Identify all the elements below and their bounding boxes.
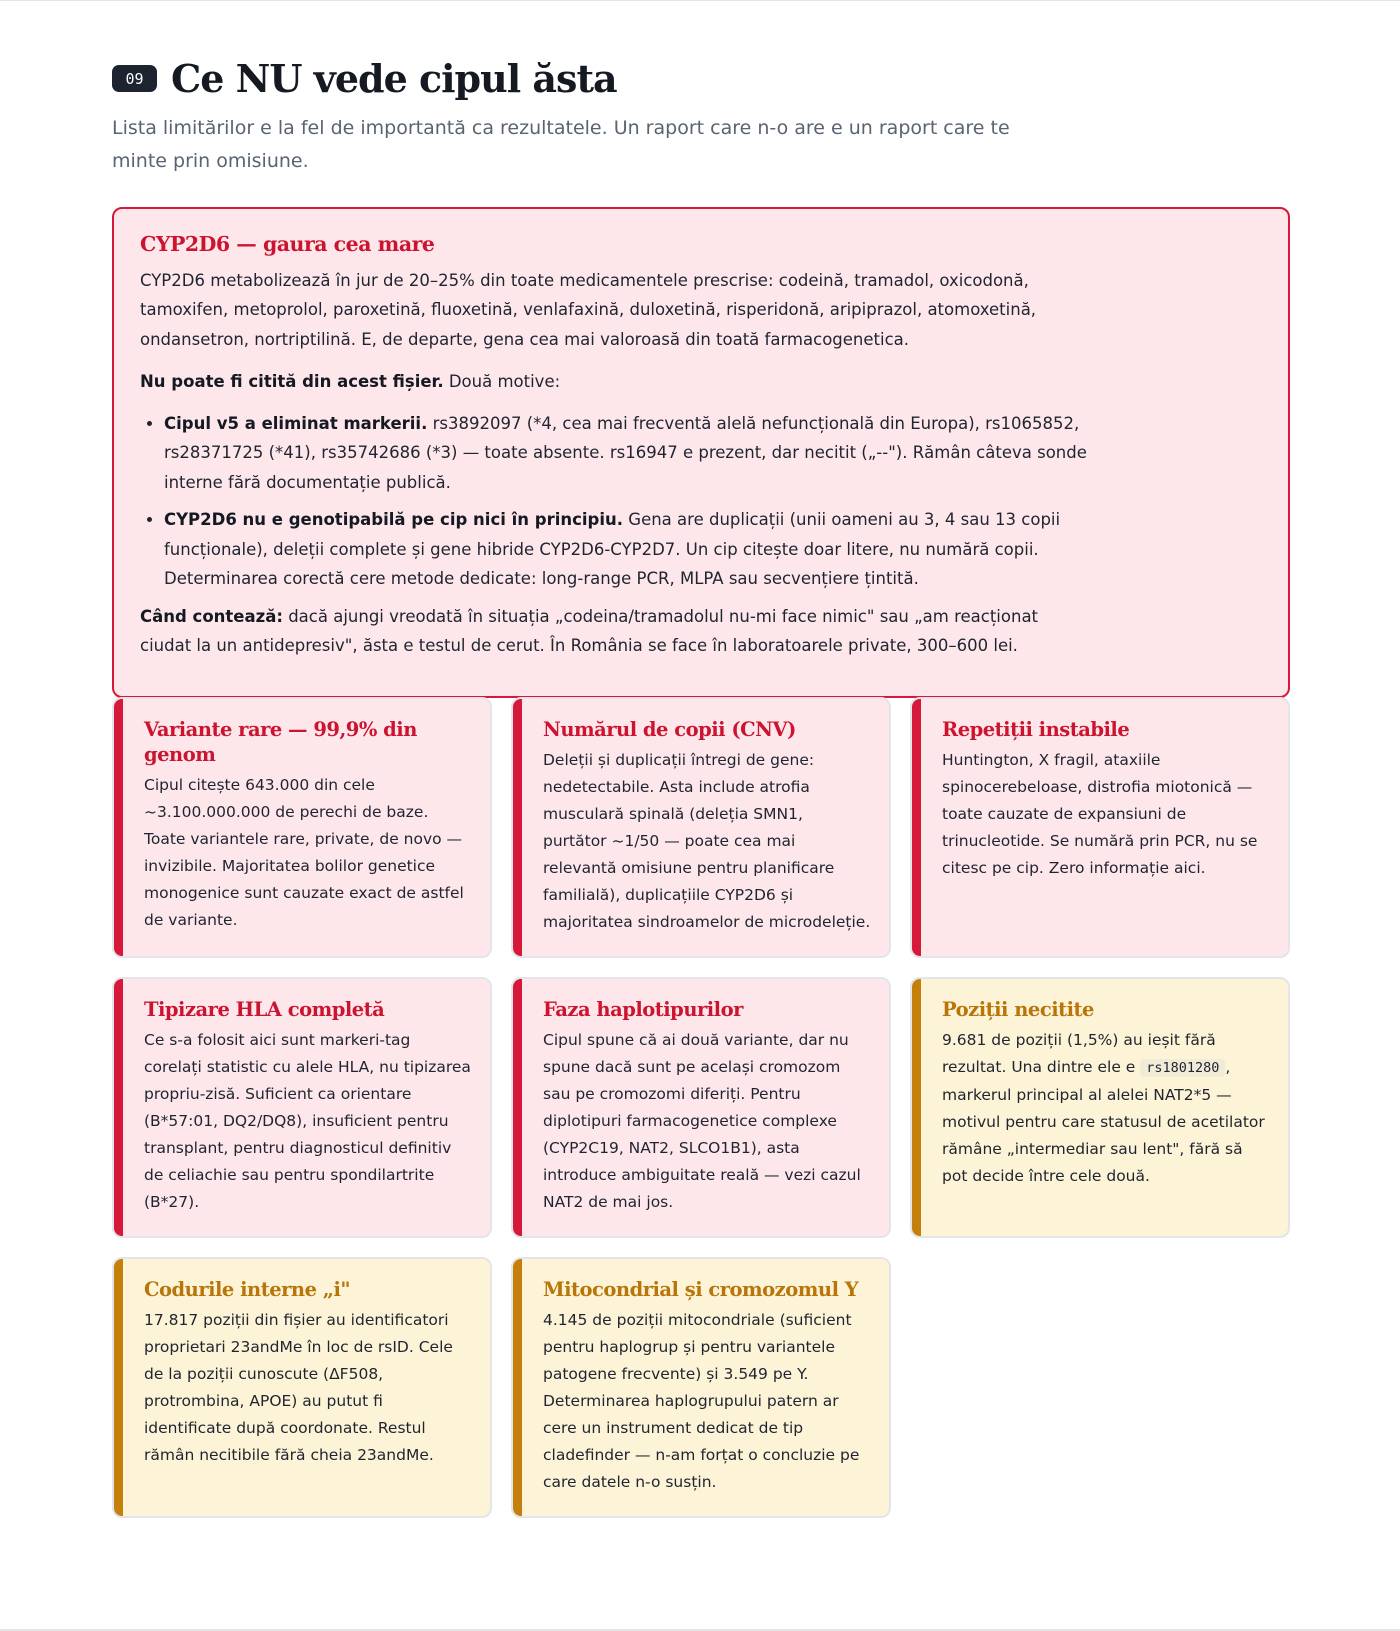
limitation-card-cnv — [511, 697, 891, 958]
card-accent-bar — [912, 699, 921, 956]
card-text: Cipul citește 643.000 din cele ~3.100.000.000 de perechi de baze. Toate variantele rare, private, de novo — invizibile. Majoritatea bolilor genetice monogenice sunt cauzate exact de astfel de variante. — [144, 776, 464, 929]
limitation-card-mito-y — [511, 1257, 891, 1518]
callout-when — [140, 602, 1070, 661]
card-accent-bar — [513, 699, 522, 956]
card-text: 4.145 de poziții mitocondriale (suficient pentru haplogrup și pentru variantele patogene frecvente) și 3.549 pe Y. Determinarea haplogrupului patern ar cere un instrument dedicat de tip cladefinder — n-am forțat o concluzie pe care datele n-o susțin. — [543, 1311, 860, 1491]
limitation-card-no-calls — [910, 977, 1290, 1238]
callout-intro: CYP2D6 metabolizează în jur de 20–25% din toate medicamentele prescrise: codeină, tramadol, oxicodonă, tamoxifen, metoprolol, paroxetină, fluoxetină, venlafaxină, duloxetină, risperidonă, aripiprazol, atomoxetină, ondansetron, nortriptilină. E, de departe, gena cea mai valoroasă din toată farmacogenetica. — [140, 270, 1037, 349]
card-title: Mitocondrial și cromozomul Y — [543, 1278, 859, 1301]
card-title: Variante rare — 99,9% din genom — [144, 718, 417, 766]
card-text: Ce s-a folosit aici sunt markeri-tag corelați statistic cu alele HLA, nu tipizarea propriu-zisă. Suficient ca orientare (B*57:01, DQ2/DQ8), insuficient pentru transplant, pentru diagnosticul definitiv de celiachie sau pentru spondilartrite (B*27). — [144, 1031, 471, 1211]
callout-bullet — [164, 505, 1100, 594]
callout-reason-text: Două motive: — [443, 372, 561, 391]
card-text-before: 9.681 de poziții (1,5%) au ieșit fără rezultat. Una dintre ele e — [942, 1031, 1216, 1076]
bullet-bold: CYP2D6 nu e genotipabilă pe cip nici în principiu. — [164, 510, 624, 529]
card-title: Tipizare HLA completă — [144, 998, 385, 1021]
section-header — [112, 56, 617, 101]
card-accent-bar — [912, 979, 921, 1236]
bullet-text: Gena are duplicații (unii oameni au 3, 4 sau 13 copii funcționale), deleții complete și gene hibride CYP2D6-CYP2D7. Un cip citește doar litere, nu numără copii. Determinarea corectă cere metode dedicate: long-range PCR, MLPA sau secvențiere țintită. — [164, 510, 1061, 588]
section-lead: Lista limitărilor e la fel de importantă ca rezultatele. Un raport care n-o are e un raport care te minte prin omisiune. — [112, 117, 1010, 172]
card-text: 17.817 poziții din fișier au identificatori proprietari 23andMe în loc de rsID. Cele de la poziții cunoscute (ΔF508, protrombina, APOE) au putut fi identificate după coordonate. Restul rămân necitibile fără cheia 23andMe. — [144, 1311, 453, 1464]
section-number-badge: 09 — [112, 65, 157, 92]
card-title: Poziții necitite — [942, 998, 1094, 1021]
card-accent-bar — [513, 1259, 522, 1516]
callout-bullet — [164, 409, 1100, 498]
card-title: Numărul de copii (CNV) — [543, 718, 796, 741]
limitation-card-hla — [112, 977, 492, 1238]
callout-when-bold: Când contează: — [140, 606, 283, 626]
card-title: Repetiții instabile — [942, 718, 1130, 741]
card-accent-bar — [114, 699, 123, 956]
card-text: Huntington, X fragil, ataxiile spinocerebeloase, distrofia miotonică — toate cauzate de expansiuni de trinucleotide. Se numără prin PCR, nu se citesc pe cip. Zero informație aici. — [942, 751, 1258, 877]
cyp2d6-callout — [112, 207, 1290, 698]
limitation-card-repeats — [910, 697, 1290, 958]
card-accent-bar — [513, 979, 522, 1236]
top-divider — [0, 0, 1400, 1]
card-accent-bar — [114, 1259, 123, 1516]
callout-reason-bold: Nu poate fi citită din acest fișier. — [140, 372, 444, 391]
card-title: Codurile interne „i" — [144, 1278, 351, 1301]
rsid-code: rs1801280 — [1140, 1059, 1225, 1077]
bullet-bold: Cipul v5 a eliminat markerii. — [164, 413, 428, 433]
card-text: Deleții și duplicații întregi de gene: nedetectabile. Asta include atrofia musculară spinală (deleția SMN1, purtător ~1/50 — poate cea mai relevantă omisiune pentru planificare familială), duplicațiile CYP2D6 și majoritatea sindroamelor de microdeleție. — [543, 751, 871, 931]
card-text — [942, 1027, 1270, 1190]
bullet-text: rs3892097 (*4, cea mai frecventă alelă nefuncțională din Europa), rs1065852, rs28371725 (*41), rs35742686 (*3) — toate absente. rs16947 e prezent, dar necitit („--"). Rămân câteva sonde interne fără documentație publică. — [164, 413, 1087, 492]
limitation-card-internal-codes — [112, 1257, 492, 1518]
callout-when-text: dacă ajungi vreodată în situația „codeina/tramadolul nu-mi face nimic" sau „am reacționat ciudat la un antidepresiv", ăsta e testul de cerut. În România se face în laboratoarele private, 300–600 lei. — [140, 606, 1039, 655]
card-accent-bar — [114, 979, 123, 1236]
card-title: Faza haplotipurilor — [543, 998, 743, 1021]
limitation-card-phasing — [511, 977, 891, 1238]
card-text: Cipul spune că ai două variante, dar nu spune dacă sunt pe același cromozom sau pe cromozomi diferiți. Pentru diplotipuri farmacogenetice complexe (CYP2C19, NAT2, SLCO1B1), asta introduce ambiguitate reală — vezi cazul NAT2 de mai jos. — [543, 1031, 861, 1211]
limitation-card-rare-variants — [112, 697, 492, 958]
section-title: Ce NU vede cipul ăsta — [171, 56, 617, 101]
callout-reason — [140, 367, 1070, 397]
callout-title: CYP2D6 — gaura cea mare — [140, 232, 435, 256]
card-text-after: , markerul principal al alelei NAT2*5 — motivul pentru care statusul de acetilator rămâne „intermediar sau lent", fără să pot decide între cele două. — [942, 1058, 1265, 1185]
callout-bullets — [140, 409, 1100, 594]
